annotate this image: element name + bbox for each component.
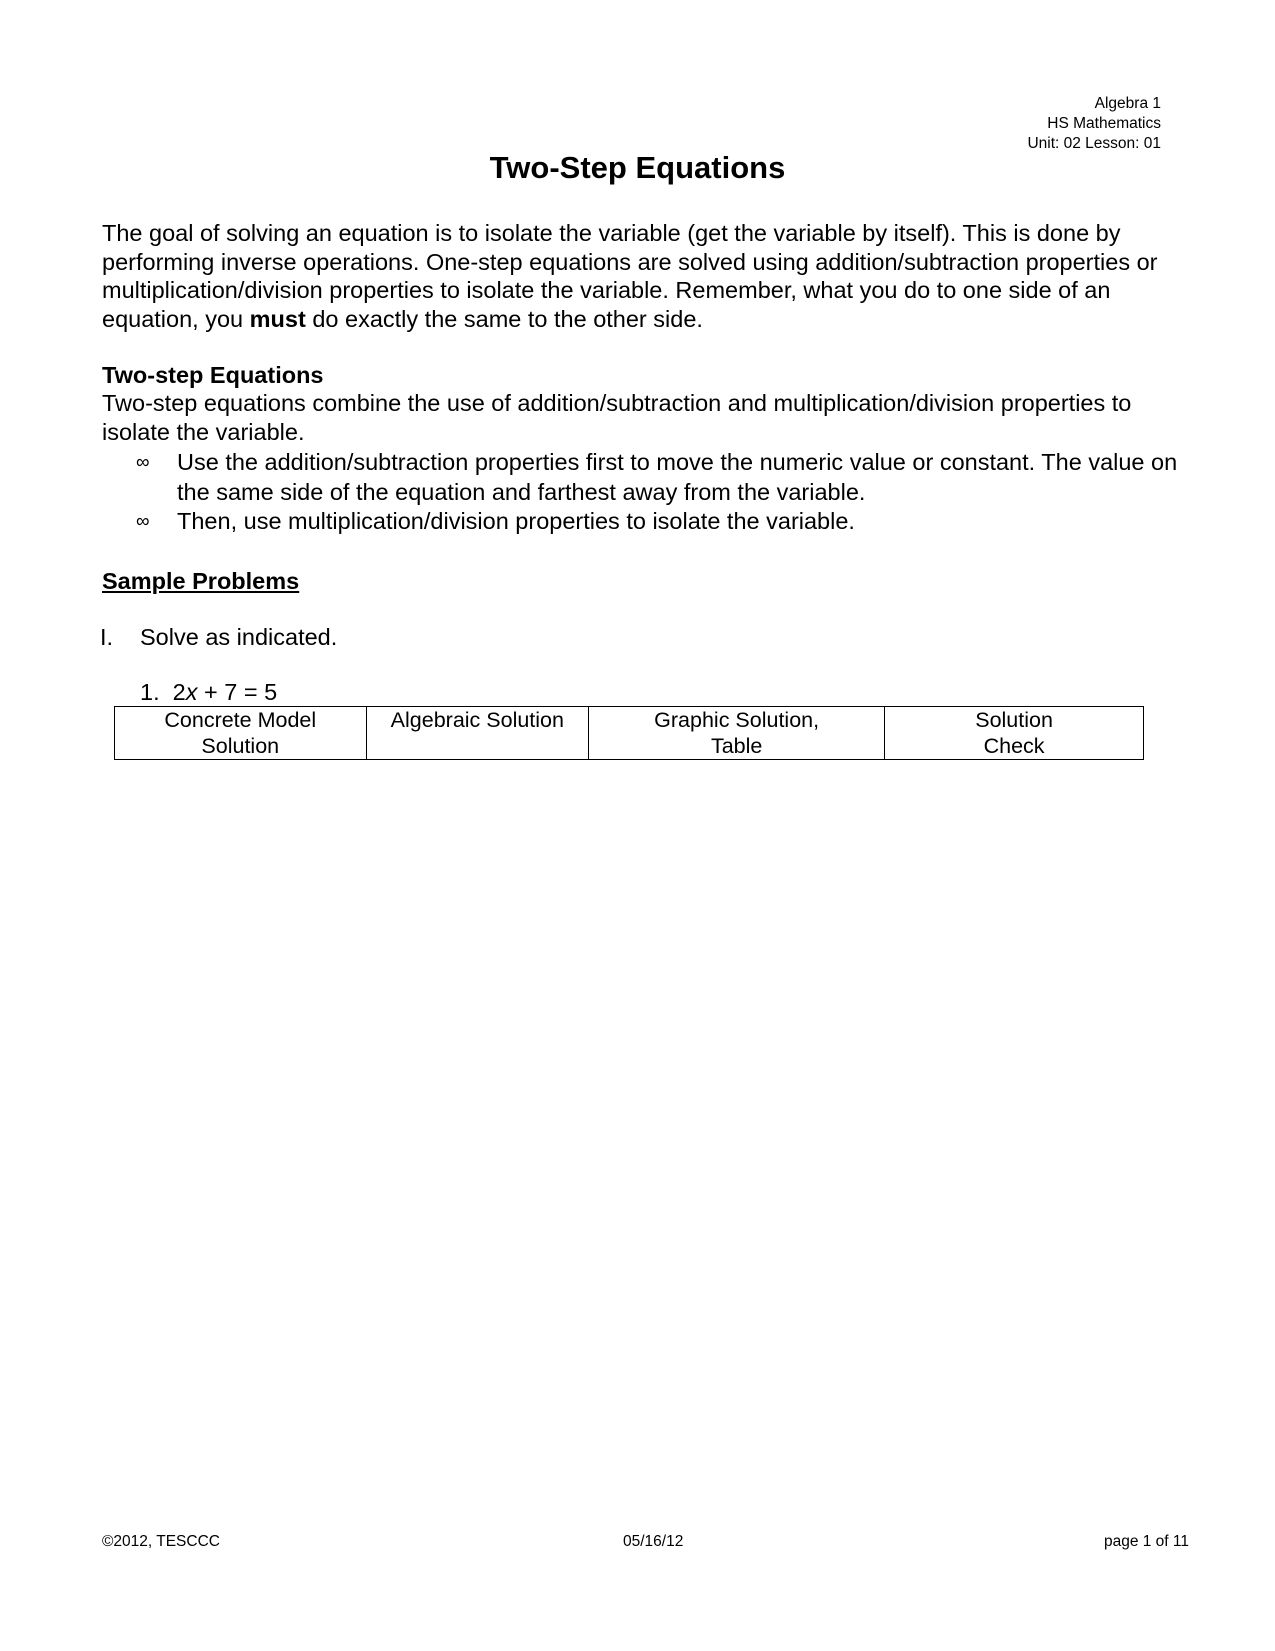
page-title: Two-Step Equations [489, 150, 786, 185]
unit-lesson-label: Unit: 02 Lesson: 01 [1027, 135, 1161, 152]
algebraic-solution-header: Algebraic Solution [366, 707, 589, 760]
concrete-model-header: Concrete Model Solution [115, 707, 367, 760]
infinity-bullet-icon: ∞ [136, 511, 150, 532]
intro-paragraph [102, 219, 1182, 333]
infinity-bullet-icon: ∞ [136, 452, 150, 473]
list-item [102, 448, 1182, 507]
sample-problems-heading: Sample Problems [102, 568, 300, 594]
problem-number: 1. [140, 679, 160, 705]
two-step-bullet-list [102, 448, 1182, 537]
problem-one [140, 678, 277, 706]
problem-rest: + 7 = 5 [197, 679, 278, 705]
section-instruction: Solve as indicated. [140, 624, 338, 650]
solution-check-header: Solution Check [885, 707, 1144, 760]
graphic-solution-header: Graphic Solution, Table [589, 707, 885, 760]
bullet-text: Then, use multiplication/division properties to isolate the variable. [177, 508, 855, 534]
intro-text-end: do exactly the same to the other side. [305, 305, 703, 332]
intro-text-start: The goal of solving an equation is to isolate the variable (get the variable by itself). This is done by performing inverse operations. One-step equations are solved using addition/subtraction properties or multiplication/division properties to isolate the variable. Remember, what you do to one side of an equation, you [102, 220, 1158, 332]
intro-bold-word: must [249, 305, 306, 332]
solution-table [114, 706, 1144, 760]
section-number: I. [100, 624, 114, 650]
subject-label: HS Mathematics [1047, 115, 1161, 132]
list-item [102, 507, 1182, 537]
footer-copyright: ©2012, TESCCC [102, 1533, 220, 1550]
table-header-row [115, 707, 1144, 760]
two-step-description: Two-step equations combine the use of addition/subtraction and multiplication/division properties to isolate the variable. [102, 390, 1132, 445]
course-label: Algebra 1 [1094, 95, 1161, 112]
footer-date: 05/16/12 [623, 1533, 684, 1550]
problem-variable: x [185, 679, 198, 705]
document-header [1027, 94, 1161, 154]
problem-coefficient: 2 [172, 679, 186, 705]
bullet-text: Use the addition/subtraction properties first to move the numeric value or constant. The value on the same side of the equation and farthest away from the variable. [177, 449, 1178, 505]
footer-page-number: page 1 of 11 [1103, 1533, 1189, 1550]
two-step-heading: Two-step Equations [102, 362, 324, 388]
